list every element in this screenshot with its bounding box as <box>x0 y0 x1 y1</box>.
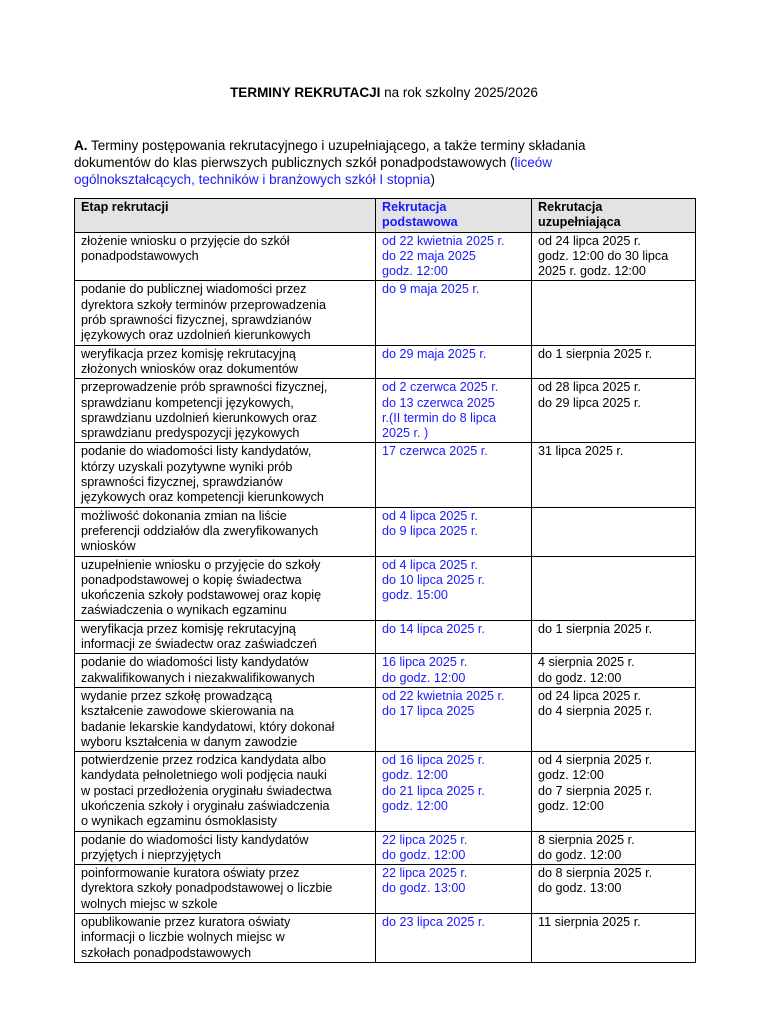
basic-date-cell: do 29 maja 2025 r. <box>376 345 532 379</box>
basic-date-cell: do 14 lipca 2025 r. <box>376 620 532 654</box>
stage-cell: uzupełnienie wniosku o przyjęcie do szkoły ponadpodstawowej o kopię świadectwa ukończenia szkoły podstawowej oraz kopię zaświadczenia o wynikach egzaminu <box>75 556 376 620</box>
basic-date-cell: od 2 czerwca 2025 r. do 13 czerwca 2025 r.(II termin do 8 lipca 2025 r. ) <box>376 379 532 443</box>
stage-cell: możliwość dokonania zmian na liście preferencji oddziałów dla zweryfikowanych wniosków <box>75 507 376 556</box>
stage-cell: podanie do wiadomości listy kandydatów, którzy uzyskali pozytywne wyniki prób sprawności fizycznej, sprawdzianów językowych oraz kompetencji kierunkowych <box>75 443 376 507</box>
school-types-text: liceów ogólnokształcących, techników i branżowych szkół I stopnia <box>74 155 552 187</box>
supplementary-date-cell <box>532 507 696 556</box>
table-row <box>75 865 696 914</box>
stage-cell: przeprowadzenie prób sprawności fizycznej, sprawdzianu kompetencji językowych, sprawdzianu uzdolnień kierunkowych oraz sprawdzianu predyspozycji językowych <box>75 379 376 443</box>
basic-date-cell: do 9 maja 2025 r. <box>376 281 532 345</box>
header-basic: Rekrutacja podstawowa <box>376 199 532 233</box>
basic-date-cell: 22 lipca 2025 r. do godz. 13:00 <box>376 865 532 914</box>
supplementary-date-cell: od 28 lipca 2025 r. do 29 lipca 2025 r. <box>532 379 696 443</box>
supplementary-date-cell: 4 sierpnia 2025 r. do godz. 12:00 <box>532 654 696 688</box>
basic-date-cell: od 16 lipca 2025 r. godz. 12:00 do 21 lipca 2025 r. godz. 12:00 <box>376 752 532 831</box>
basic-date-cell: od 4 lipca 2025 r. do 9 lipca 2025 r. <box>376 507 532 556</box>
table-row <box>75 654 696 688</box>
stage-cell: podanie do publicznej wiadomości przez dyrektora szkoły terminów przeprowadzenia prób sprawności fizycznej, sprawdzianów językowych oraz uzdolnień kierunkowych <box>75 281 376 345</box>
table-row <box>75 507 696 556</box>
table-header-row <box>75 199 696 233</box>
stage-cell: poinformowanie kuratora oświaty przez dyrektora szkoły ponadpodstawowej o liczbie wolnych miejsc w szkole <box>75 865 376 914</box>
supplementary-date-cell: 8 sierpnia 2025 r. do godz. 12:00 <box>532 831 696 865</box>
stage-cell: wydanie przez szkołę prowadzącą kształcenie zawodowe skierowania na badanie lekarskie kandydatowi, który dokonał wyboru kształcenia w danym zawodzie <box>75 687 376 751</box>
table-row <box>75 831 696 865</box>
table-row <box>75 914 696 963</box>
stage-cell: podanie do wiadomości listy kandydatów zakwalifikowanych i niezakwalifikowanych <box>75 654 376 688</box>
supplementary-date-cell: 31 lipca 2025 r. <box>532 443 696 507</box>
supplementary-date-cell <box>532 556 696 620</box>
supplementary-date-cell: 11 sierpnia 2025 r. <box>532 914 696 963</box>
basic-date-cell: od 22 kwietnia 2025 r. do 22 maja 2025 godz. 12:00 <box>376 232 532 281</box>
supplementary-date-cell: do 1 sierpnia 2025 r. <box>532 620 696 654</box>
table-body <box>75 232 696 962</box>
stage-cell: opublikowanie przez kuratora oświaty informacji o liczbie wolnych miejsc w szkołach ponadpodstawowych <box>75 914 376 963</box>
intro-text: Terminy postępowania rekrutacyjnego i uzupełniającego, a także terminy składania dokumentów do klas pierwszych publicznych szkół ponadpodstawowych ( <box>74 138 586 170</box>
header-stage: Etap rekrutacji <box>75 199 376 233</box>
table-row <box>75 379 696 443</box>
table-row <box>75 232 696 281</box>
stage-cell: weryfikacja przez komisję rekrutacyjną złożonych wniosków oraz dokumentów <box>75 345 376 379</box>
table-row <box>75 687 696 751</box>
stage-cell: potwierdzenie przez rodzica kandydata albo kandydata pełnoletniego woli podjęcia nauki w postaci przedłożenia oryginału świadectwa ukończenia szkoły i oryginału zaświadczenia o wynikach egzaminu ósmoklasisty <box>75 752 376 831</box>
title-bold: TERMINY REKRUTACJI <box>230 85 381 100</box>
basic-date-cell: 16 lipca 2025 r. do godz. 12:00 <box>376 654 532 688</box>
supplementary-date-cell: od 24 lipca 2025 r. godz. 12:00 do 30 lipca 2025 r. godz. 12:00 <box>532 232 696 281</box>
supplementary-date-cell <box>532 281 696 345</box>
intro-end: ) <box>430 172 435 187</box>
table-row <box>75 443 696 507</box>
header-supplementary: Rekrutacja uzupełniająca <box>532 199 696 233</box>
stage-cell: złożenie wniosku o przyjęcie do szkół ponadpodstawowych <box>75 232 376 281</box>
schedule-table <box>74 198 696 963</box>
table-row <box>75 281 696 345</box>
title-rest: na rok szkolny 2025/2026 <box>380 85 538 100</box>
table-row <box>75 556 696 620</box>
supplementary-date-cell: od 4 sierpnia 2025 r. godz. 12:00 do 7 sierpnia 2025 r. godz. 12:00 <box>532 752 696 831</box>
table-row <box>75 620 696 654</box>
document-title <box>0 84 768 101</box>
supplementary-date-cell: do 1 sierpnia 2025 r. <box>532 345 696 379</box>
stage-cell: podanie do wiadomości listy kandydatów przyjętych i nieprzyjętych <box>75 831 376 865</box>
stage-cell: weryfikacja przez komisję rekrutacyjną informacji ze świadectw oraz zaświadczeń <box>75 620 376 654</box>
basic-date-cell: do 23 lipca 2025 r. <box>376 914 532 963</box>
table-row <box>75 345 696 379</box>
section-a-intro <box>74 137 634 188</box>
table-row <box>75 752 696 831</box>
basic-date-cell: od 22 kwietnia 2025 r. do 17 lipca 2025 <box>376 687 532 751</box>
supplementary-date-cell: od 24 lipca 2025 r. do 4 sierpnia 2025 r. <box>532 687 696 751</box>
section-label: A. <box>74 138 88 153</box>
supplementary-date-cell: do 8 sierpnia 2025 r. do godz. 13:00 <box>532 865 696 914</box>
basic-date-cell: 22 lipca 2025 r. do godz. 12:00 <box>376 831 532 865</box>
basic-date-cell: 17 czerwca 2025 r. <box>376 443 532 507</box>
basic-date-cell: od 4 lipca 2025 r. do 10 lipca 2025 r. godz. 15:00 <box>376 556 532 620</box>
